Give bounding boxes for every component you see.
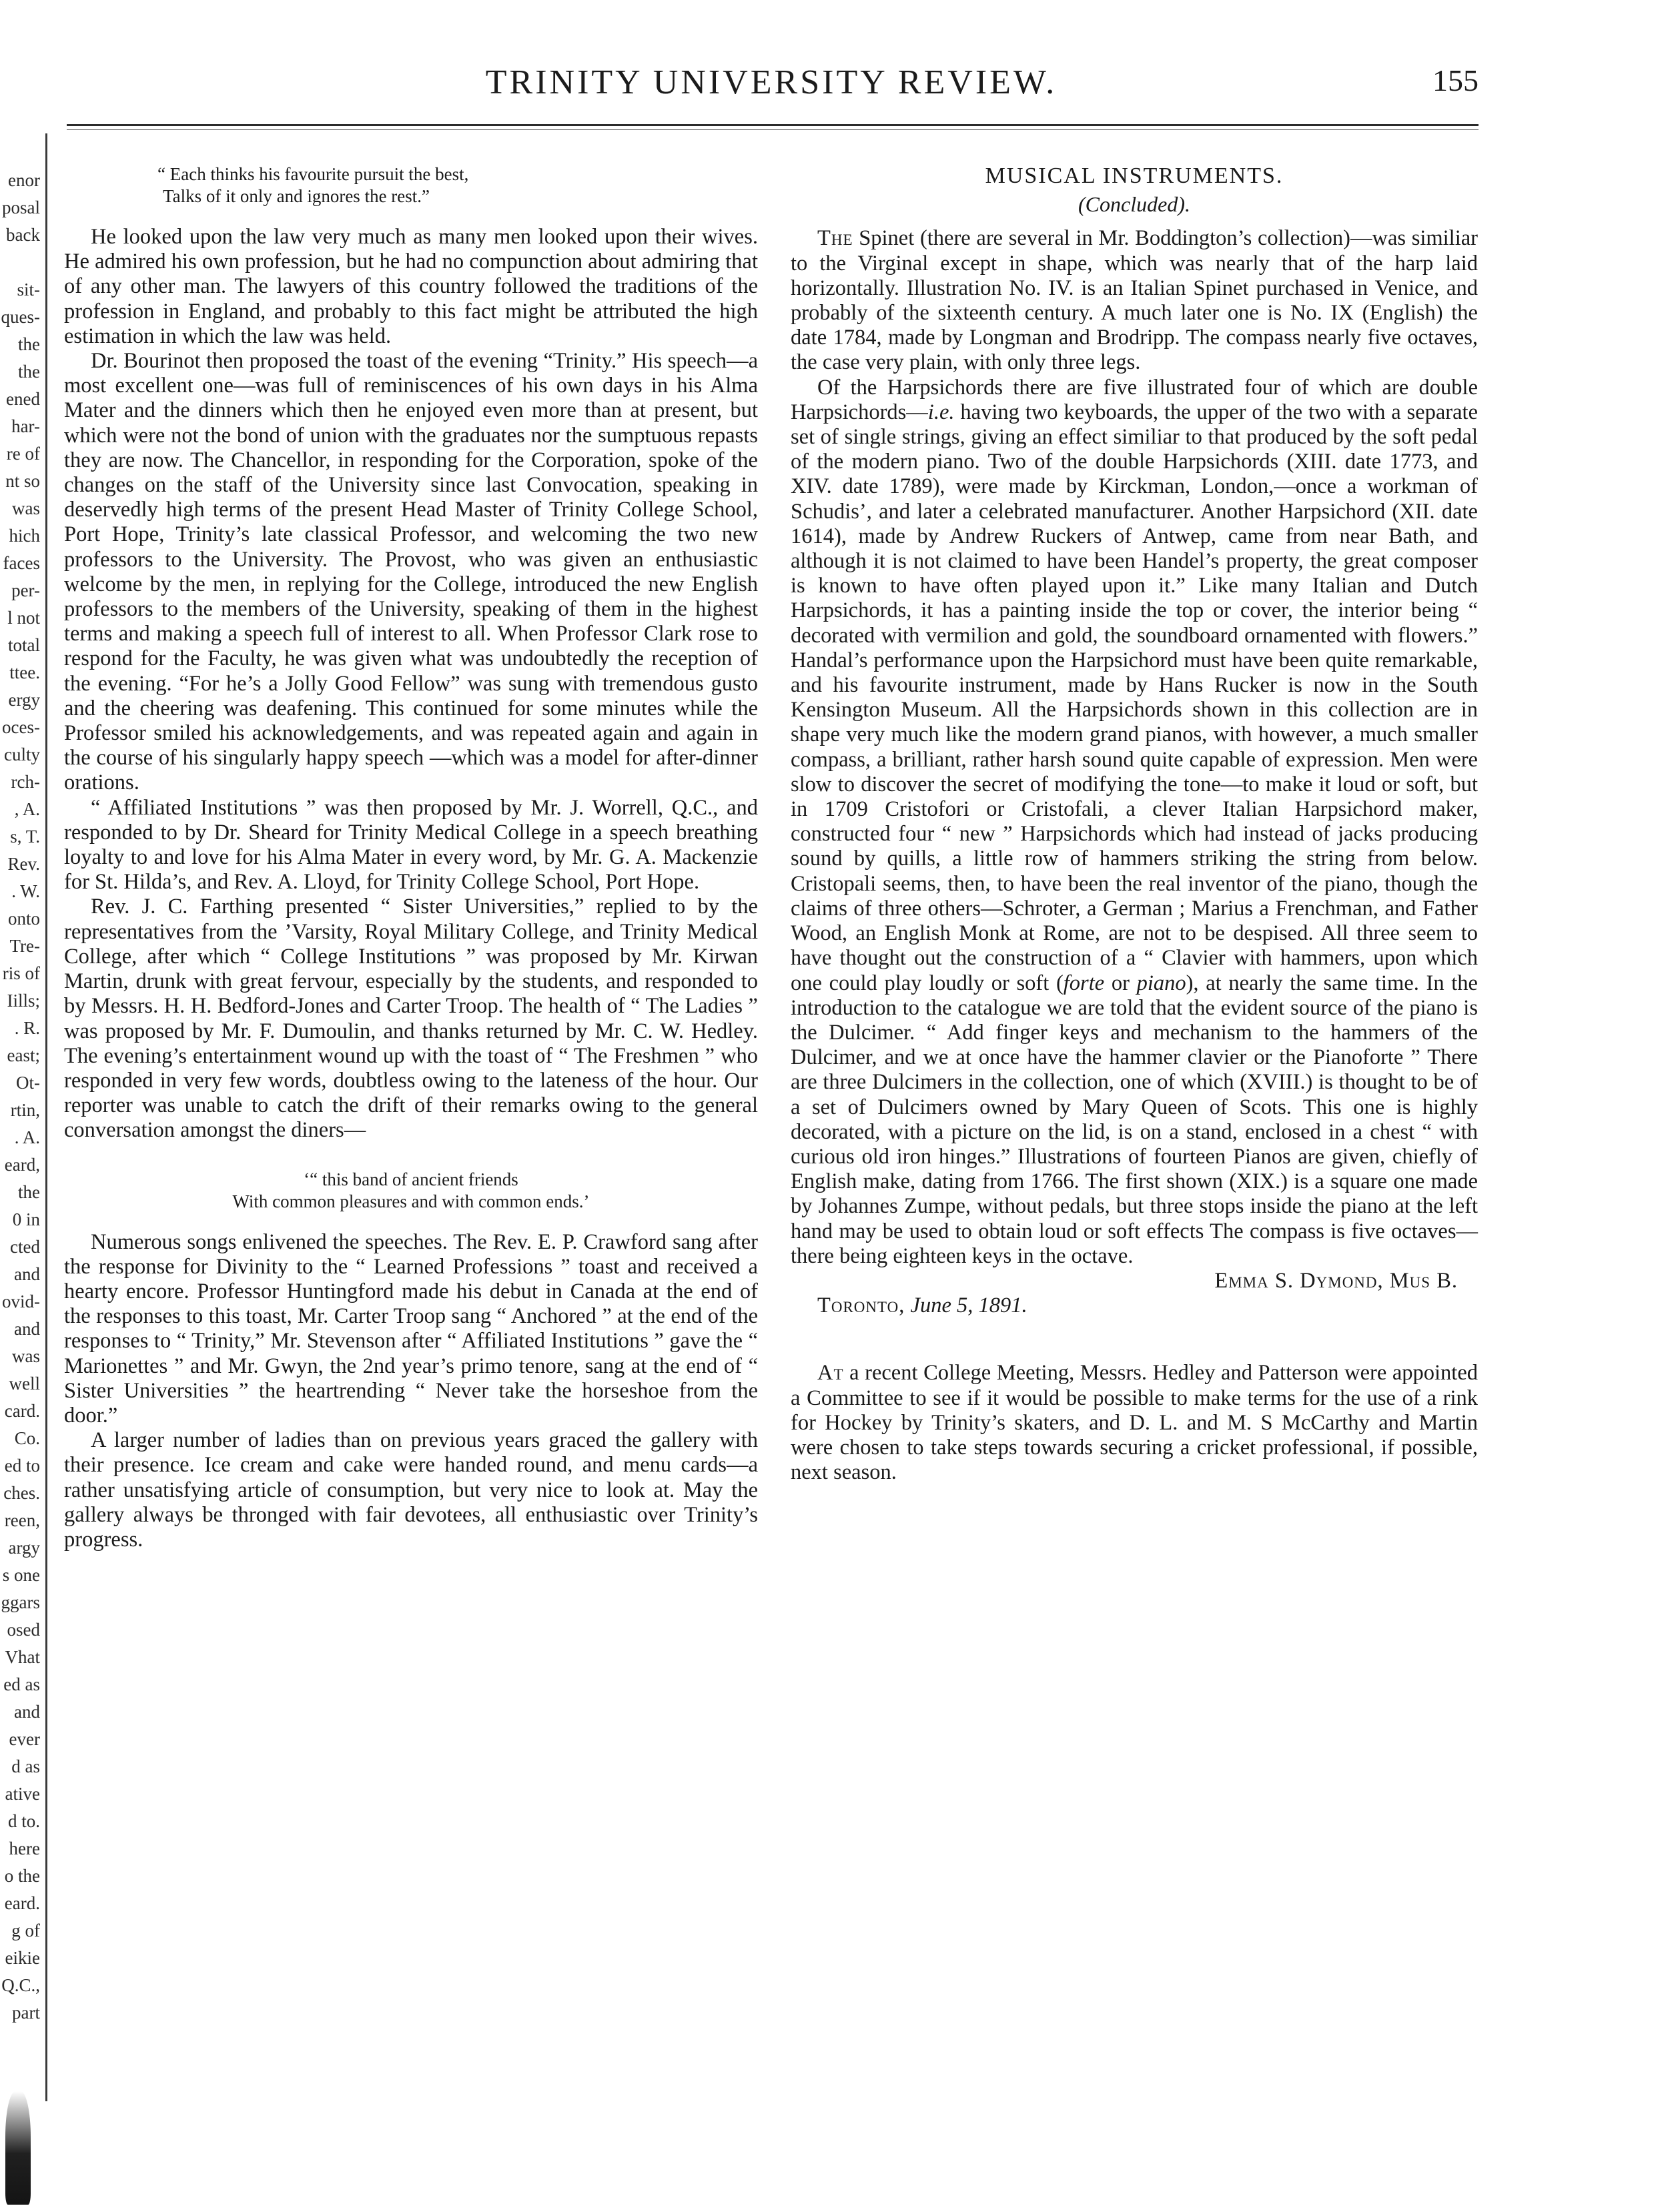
margin-fragment: Ot- [16,1073,40,1093]
margin-fragment: sit- [17,280,40,300]
paragraph-text: a recent College Meeting, Messrs. Hedley and Patterson were appointed a Committee to see if it would be possible to make terms for the use of a rink for Hockey by Trinity’s skaters, and D. L. and M. S McCarthy and Martin were chosen to take steps towards securing a cricket professional, if possible, next season. [791,1361,1478,1485]
lead-word: At [817,1361,844,1386]
margin-fragment: ris of [2,963,40,983]
left-margin-bleed [0,0,43,2212]
margin-fragment: ques- [1,307,40,327]
signature-text: Emma S. Dymond, Mus B. [1214,1268,1458,1293]
margin-fragment: argy [8,1538,40,1558]
margin-fragment: ative [5,1784,40,1804]
paragraph: He looked upon the law very much as many men looked upon their wives. He admired his own profession, but he had no compunction about admiring that of any other man. The lawyers of this country followed the traditions of the profession in England, and probably to this fact might be attributed the high estimation in which the law was held. [64,225,758,348]
margin-fragment: faces [3,553,40,573]
margin-fragment: enor [8,170,40,190]
margin-fragment: rch- [11,772,40,792]
verse-line: ‘“ this band of ancient friends [304,1169,518,1189]
margin-fragment: card. [4,1401,40,1421]
paragraph-text: or [1104,971,1137,995]
paragraph-text: Spinet (there are several in Mr. Boddington’s collection)—was similiar to the Virginal except in shape, which was nearly that of the harp laid horizontally. Illustration No. IV. is an Italian Spinet purchased in Venice, and probably of the sixteenth century. A much later one is No. IX (English) the date 1784, made by Longman and Brodripp. The compass nearly five octaves, the case very plain, with only three legs. [791,226,1478,375]
margin-fragment: eard, [4,1155,40,1175]
margin-fragment: har- [11,416,40,436]
italic-text: i.e. [927,400,955,424]
margin-fragment: . R. [14,1018,40,1038]
section-subtitle: (Concluded). [1078,192,1190,217]
dateline-date: June 5, 1891. [910,1293,1027,1318]
lead-word: The [817,226,853,251]
paragraph: Dr. Bourinot then proposed the toast of the evening “Trinity.” His speech—a most excellent one—was full of reminiscences of his own days in his Alma Mater and the dinners which then he enjoyed even more than at present, but which were not the bond of union with the graduates nor the sumptuous repasts they are now. The Chancellor, in responding for the Corporation, spoke of the changes on the staff of the University since last Convocation, speaking in deservedly high terms of the present Head Master of Trinity College School, Port Hope, Trinity’s late classical Professor, and welcoming the two new professors to the University. The Provost, who was given an enthusiastic welcome by the men, in replying for the College, introduced the new English professors to the members of the University, speaking of them in the highest terms and making a speech full of interest to all. When Professor Clark rose to respond for the Faculty, he was given what was undoubtedly the reception of the evening. “For he’s a Jolly Good Fellow” was sung with tremendous gusto and the cheering was deafening. This continued for some minutes while the Professor smiled his acknowledgements, and was repeated again and again in the course of his singularly happy speech —which was a model for after-dinner orations. [64,349,758,795]
margin-fragment: onto [7,909,40,929]
margin-fragment: was [12,498,40,518]
margin-fragment: . A. [14,1127,40,1147]
dateline [791,1293,1478,1318]
margin-fragment: part [12,2003,40,2023]
margin-fragment: Vhat [5,1647,40,1667]
margin-fragment: Iills; [7,991,40,1011]
margin-fragment: and [14,1264,40,1284]
margin-fragment: per- [11,580,40,600]
margin-fragment: osed [7,1620,40,1640]
margin-fragment: nt so [5,471,40,491]
margin-fragment: ergy [8,690,40,710]
margin-column-rule [45,133,47,2101]
left-column [64,163,758,1552]
margin-fragment: o the [4,1866,40,1886]
margin-fragment: the [18,1182,40,1202]
margin-fragment: ches. [3,1483,40,1503]
margin-fragment: Tre- [9,936,40,956]
paragraph-text: ), at nearly the same time. In the introduction to the catalogue we are told that the evident source of the piano is the Dulcimer. “ Add finger keys and mechanism to the hammers of the Dulcimer, and we at once have the hammer clavier or the Pianoforte ” There are three Dulcimers in the collection, one of which (XVIII.) is thought to be of a set of Dulcimers owned by Mary Queen of Scots. This one is highly decorated, with a picture on the lid, is on a stand, enclosed in a chest “ with curious old iron hinges.” Illustrations of fourteen Pianos are given, chiefly of English make, dating from 1766. The first shown (XIX.) is a square one made by Johannes Zumpe, without pedals, but three stops inside the piano at the left hand may be used to obtain loud or soft effects The compass is five octaves—there being eighteen keys in the octave. [791,971,1478,1268]
margin-fragment: ed as [3,1674,40,1694]
margin-fragment: posal [2,197,40,217]
epigraph [64,163,758,207]
verse-line: With common pleasures and with common ends.’ [232,1191,590,1211]
margin-fragment: the [18,334,40,354]
margin-fragment: 0 in [12,1209,40,1229]
epigraph-line: “ Each thinks his favourite pursuit the best, [157,164,469,184]
margin-fragment: here [9,1838,40,1858]
margin-fragment: d to. [7,1811,40,1831]
margin-fragment: total [8,635,40,655]
margin-fragment: ed to [4,1456,40,1476]
paragraph [791,226,1478,375]
margin-fragment: s, T. [10,826,40,847]
right-column [791,163,1478,1485]
running-title: TRINITY UNIVERSITY REVIEW. [485,63,1058,101]
margin-fragment: Rev. [7,854,40,874]
verse-quote [64,1169,758,1213]
paragraph [791,1361,1478,1485]
margin-fragment: eard. [4,1893,40,1913]
italic-text: forte [1063,971,1105,995]
dateline-place: Toronto, [817,1293,905,1318]
margin-fragment: and [14,1319,40,1339]
header-rule-thin [67,129,1479,130]
margin-fragment: Co. [14,1428,40,1448]
margin-fragment: ovid- [2,1291,40,1311]
paragraph: A larger number of ladies than on previous years graced the gallery with their presence. Ice cream and cake were handed round, and menu cards—a rather unsatisfying article of consumption, but very nice to look at. May the gallery always be thronged with fair devotees, all enthusiastic over Trinity’s progress. [64,1428,758,1552]
paragraph-text: Of the Harpsichords there are five illustrated four of which are double Harpsichords— [791,375,1478,424]
margin-fragment: d as [11,1756,40,1776]
margin-ink-blot [5,2091,31,2205]
epigraph-line: Talks of it only and ignores the rest.” [163,186,430,206]
section-title: MUSICAL INSTRUMENTS. [985,163,1284,188]
italic-text: piano [1136,971,1186,995]
header-rule [67,124,1479,126]
margin-fragment: east; [7,1045,40,1065]
margin-fragment: the [18,362,40,382]
margin-fragment: ever [9,1729,40,1749]
margin-fragment: Q.C., [1,1975,40,1995]
margin-fragment: g of [11,1920,40,1941]
margin-fragment: cted [10,1237,40,1257]
margin-fragment: ttee. [9,662,40,682]
margin-fragment: culty [4,744,40,764]
margin-fragment: was [12,1346,40,1366]
margin-fragment: l not [7,608,40,628]
margin-fragment: hich [9,526,40,546]
paragraph: Rev. J. C. Farthing presented “ Sister Universities,” replied to by the representatives from the ’Varsity, Royal Military College, and Trinity Medical College, after which “ College Institutions ” was proposed by Mr. Kirwan Martin, drunk with great fervour, especially by the students, and responded to by Messrs. H. H. Bedford-Jones and Carter Troop. The health of “ The Ladies ” was proposed by Mr. F. Dumoulin, and thanks returned by Mr. C. W. Hedley. The evening’s entertainment wound up with the toast of “ The Freshmen ” who responded in very few words, doubtless owing to the lateness of the hour. Our reporter was unable to catch the drift of their remarks owing to the general conversation amongst the diners— [64,895,758,1143]
paragraph-text: having two keyboards, the upper of the two with a separate set of single strings, giving an effect similiar to that produced by the soft pedal of the modern piano. Two of the double Harpsichords (XIII. date 1773, and XIV. date 1789), were made by Kirckman, London,—once a workman of Schudis’, and later a celebrated manufacturer. Another Harpsichord (XII. date 1614), made by Andrew Ruckers of Antwep, came from near Bath, and although it is not claimed to have been Handel’s property, the great composer is known to have often played upon it.” Like many Italian and Dutch Harpsichords, it has a painting inside the top or cover, the interior being “ decorated with vermilion and gold, the soundboard ornamented with flowers.” Handal’s performance upon the Harpsichord must have been quite remarkable, and his favourite instrument, made by Hans Rucker is now in the South Kensington Museum. All the Harpsichords shown in this collection are in shape very much like the modern grand pianos, with however, a much smaller compass, a brilliant, rather harsh sound quite capable of expression. Men were slow to discover the secret of modifying the tone—to make it loud or soft, but in 1709 Cristofori or Cristofali, a clever Italian Harpsichord maker, constructed four “ new ” Harpsichords which had instead of jacks producing sound by quills, a little row of hammers striking the string from below. Cristopali seems, then, to have been the real inventor of the piano, though the claims of three others—Schroter, a German ; Marius a Frenchman, and Father Wood, an English Monk at Rome, are not to be despised. All three seem to have thought out the construction of a “ Clavier with hammers, upon which one could play loudly or soft ( [791,400,1478,995]
page-header [64,60,1479,113]
margin-fragment: re of [6,444,40,464]
margin-fragment: s one [2,1565,40,1585]
margin-fragment: eikie [5,1948,40,1968]
paragraph [791,376,1478,1269]
margin-fragment: rtin, [10,1100,40,1120]
margin-fragment: back [6,225,40,245]
margin-fragment: and [14,1702,40,1722]
paragraph: “ Affiliated Institutions ” was then proposed by Mr. J. Worrell, Q.C., and responded to by Dr. Sheard for Trinity Medical College in a speech breathing loyalty to and love for his Alma Mater in every word, by Mr. G. A. Mackenzie for St. Hilda’s, and Rev. A. Lloyd, for Trinity College School, Port Hope. [64,795,758,895]
margin-fragment: reen, [4,1510,40,1530]
margin-fragment: oces- [2,717,40,737]
margin-fragment: ened [6,389,40,409]
author-signature [791,1269,1478,1293]
margin-fragment: well [9,1373,40,1394]
margin-fragment: ggars [1,1592,40,1612]
paragraph: Numerous songs enlivened the speeches. The Rev. E. P. Crawford sang after the response for Divinity to the “ Learned Professions ” toast and received a hearty encore. Professor Huntingford made his debut in Canada at the end of the responses to this toast, Mr. Carter Troop sang “ Anchored ” at the end of the responses to “ Trinity,” Mr. Stevenson after “ Affiliated Institutions ” gave the “ Marionettes ” and Mr. Gwyn, the 2nd year’s primo tenore, sang at the end of “ Sister Universities ” the heartrending “ Never take the horseshoe from the door.” [64,1229,758,1428]
margin-fragment: . W. [11,881,40,901]
page-number: 155 [1432,63,1479,97]
margin-fragment: , A. [14,799,40,819]
